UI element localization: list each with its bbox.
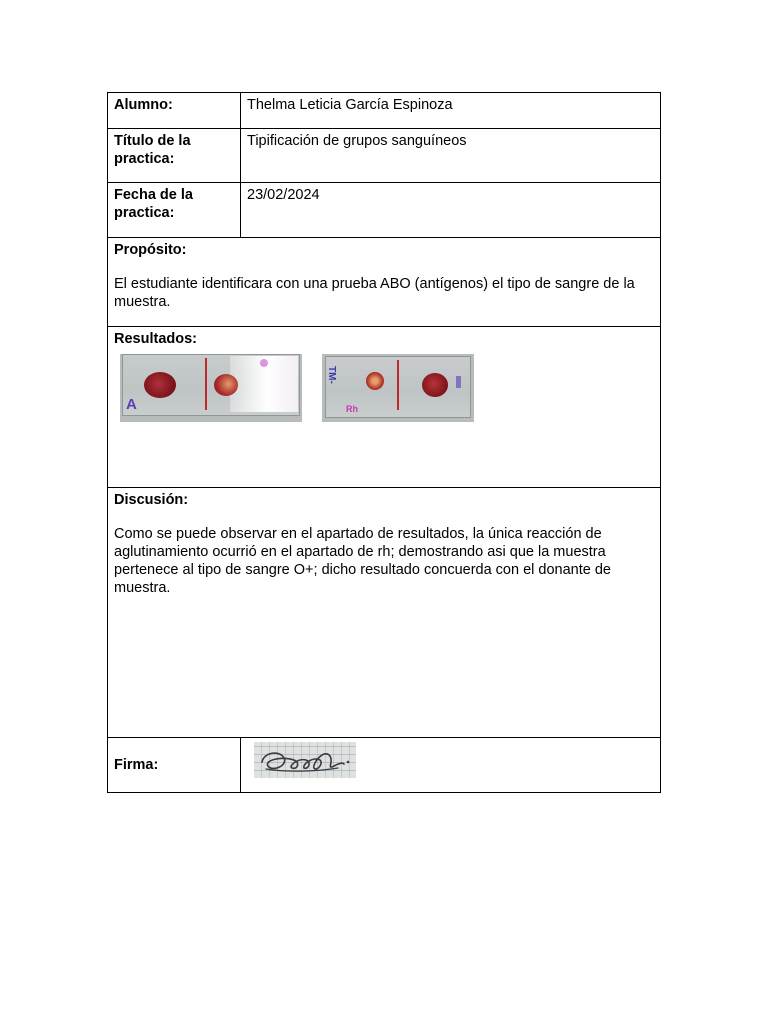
divider-line <box>205 358 207 410</box>
titulo-value: Tipificación de grupos sanguíneos <box>241 129 661 183</box>
results-photos <box>120 354 654 422</box>
signature-scribble-icon <box>254 742 356 778</box>
signature-image <box>254 742 356 778</box>
firma-value <box>241 738 661 793</box>
slide2-mark-tm: TM- <box>326 366 337 384</box>
blood-drop-b <box>214 374 238 396</box>
proposito-label: Propósito: <box>114 242 187 258</box>
discusion-section <box>108 488 661 738</box>
proposito-text: El estudiante identificara con una prueba ABO (antígenos) el tipo de sangre de la muestra. <box>114 276 635 310</box>
fecha-value: 23/02/2024 <box>241 183 661 238</box>
alumno-value: Thelma Leticia García Espinoza <box>241 93 661 129</box>
divider-line <box>397 360 399 410</box>
slide-photo-1 <box>120 354 302 422</box>
resultados-label: Resultados: <box>114 331 197 347</box>
blood-drop-a <box>144 372 176 398</box>
discusion-text: Como se puede observar en el apartado de resultados, la única reacción de aglutinamiento ocurrió en el apartado de rh; demostrando asi que la muestra pertenece al tipo de sangre O+; dicho resultado concuerda con el donante de muestra. <box>114 526 611 596</box>
blood-drop-d <box>422 373 448 397</box>
blood-drop-c <box>366 372 384 390</box>
proposito-section <box>108 238 661 327</box>
titulo-label <box>108 129 241 183</box>
fecha-label-line1: Fecha de la <box>114 187 193 203</box>
slide1-mark-a: A <box>126 396 137 413</box>
fecha-label <box>108 183 241 238</box>
fecha-label-line2: practica: <box>114 205 175 221</box>
resultados-section <box>108 327 661 488</box>
titulo-label-line2: practica: <box>114 151 175 167</box>
alumno-label: Alumno: <box>108 93 241 129</box>
marker-spot <box>456 376 461 388</box>
titulo-label-line1: Título de la <box>114 133 191 149</box>
practice-report-table <box>107 92 661 793</box>
discusion-label: Discusión: <box>114 492 189 508</box>
slide2-mark-rh: Rh <box>346 404 358 414</box>
marker-spot <box>260 359 268 367</box>
firma-label: Firma: <box>108 738 241 793</box>
slide-photo-2 <box>322 354 474 422</box>
